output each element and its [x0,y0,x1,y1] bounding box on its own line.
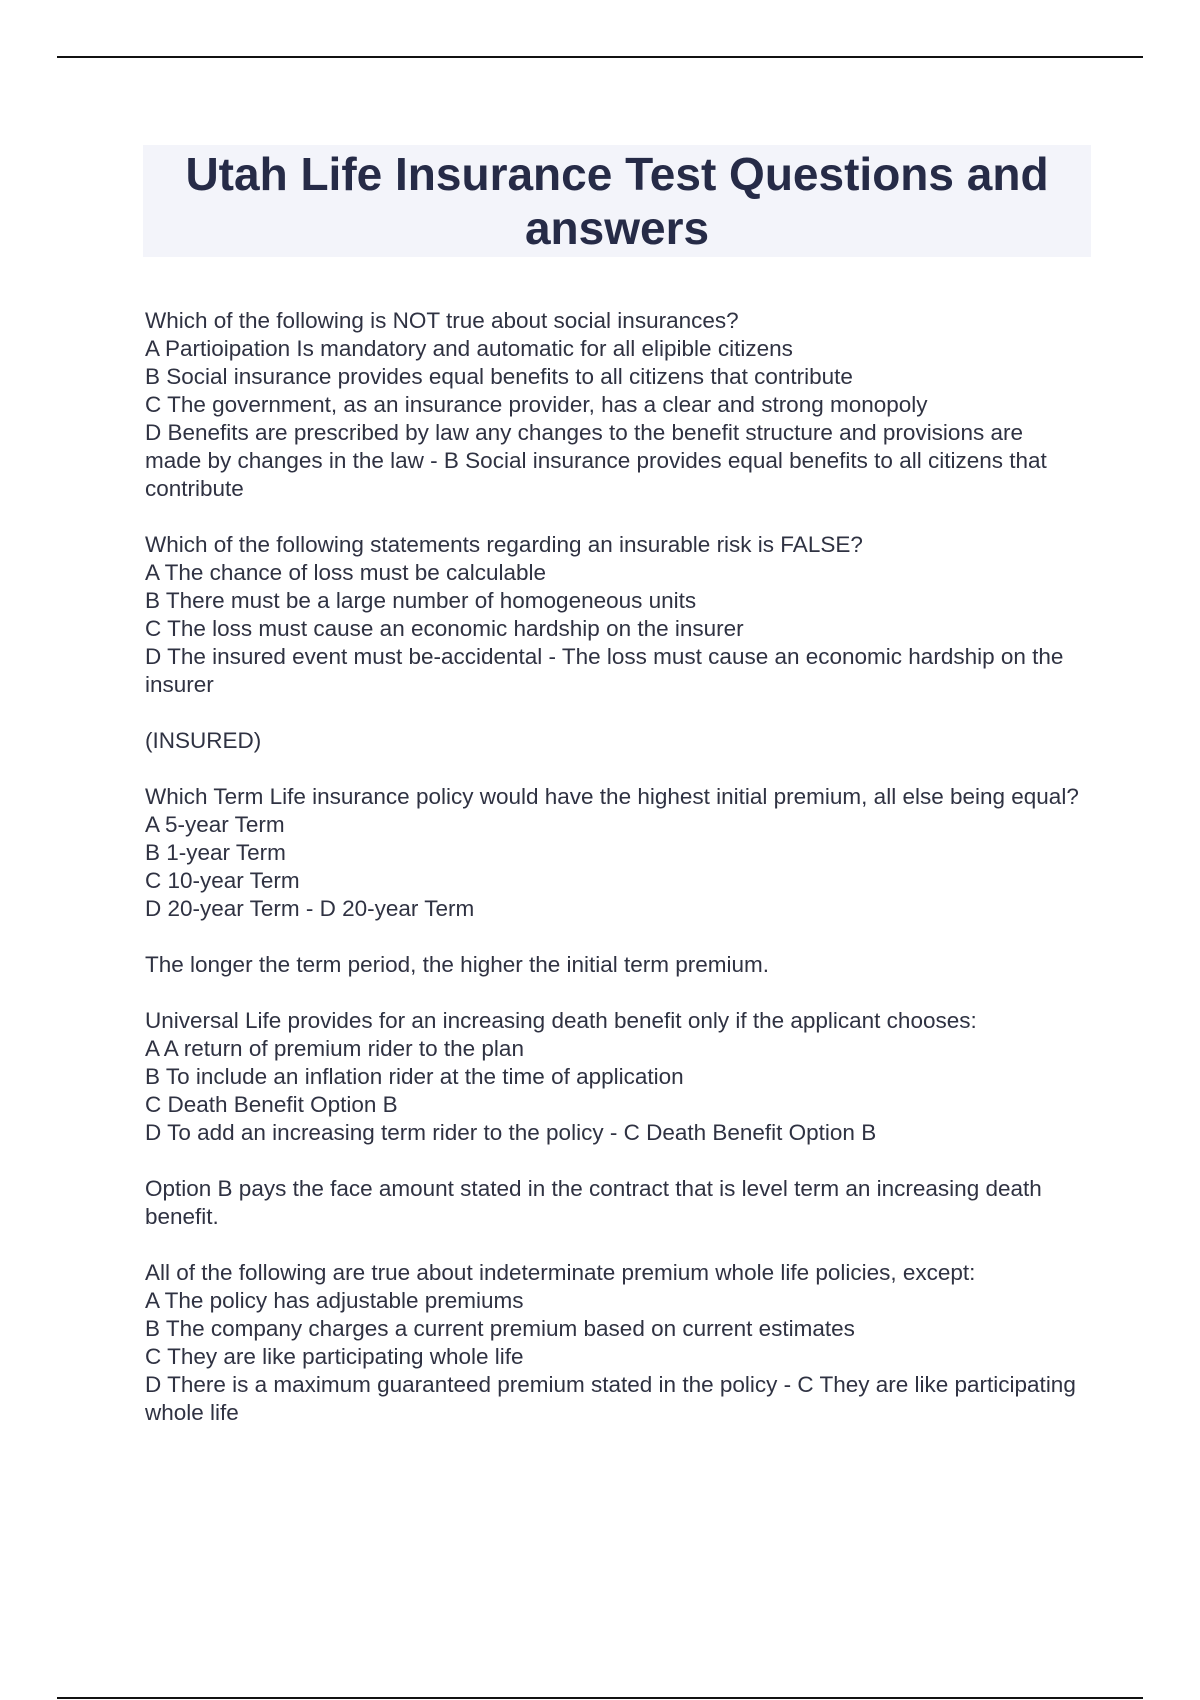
top-rule [57,56,1143,58]
block-line-lead: Option B pays the face amount stated in the contract that is level term an increasing death benefit. [145,1176,1049,1229]
block-line: C 10-year Term [145,868,300,893]
block-line: D To add an increasing term rider to the policy - C Death Benefit Option B [145,1120,877,1145]
block-line-lead: Which Term Life insurance policy would have the highest initial premium, all else being equal? [145,784,1079,809]
block-line: D The insured event must be-accidental - The loss must cause an economic hardship on the insurer [145,644,1070,697]
block-line: B There must be a large number of homogeneous units [145,588,697,613]
block-line-lead: Which of the following is NOT true about social insurances? [145,308,739,333]
block-line: D There is a maximum guaranteed premium stated in the policy - C They are like participating whole life [145,1372,1083,1425]
text-block [145,307,1085,503]
block-line: A Partioipation Is mandatory and automatic for all elipible citizens [145,336,793,361]
block-line: B 1-year Term [145,840,286,865]
block-line: C The loss must cause an economic hardship on the insurer [145,616,744,641]
title-banner [143,145,1091,257]
block-line: C Death Benefit Option B [145,1092,398,1117]
text-block [145,1175,1085,1231]
block-line: B The company charges a current premium based on current estimates [145,1316,855,1341]
document-title: Utah Life Insurance Test Questions and answers [185,148,1049,254]
block-line-lead: All of the following are true about indeterminate premium whole life policies, except: [145,1260,976,1285]
block-line: A The chance of loss must be calculable [145,560,547,585]
block-line: C The government, as an insurance provider, has a clear and strong monopoly [145,392,928,417]
block-line-lead: Which of the following statements regarding an insurable risk is FALSE? [145,532,863,557]
bottom-rule [57,1697,1143,1699]
document-body [145,307,1085,1455]
block-line-lead: Universal Life provides for an increasing death benefit only if the applicant chooses: [145,1008,977,1033]
block-line: D 20-year Term - D 20-year Term [145,896,475,921]
block-line: B To include an inflation rider at the time of application [145,1064,684,1089]
block-line: B Social insurance provides equal benefits to all citizens that contribute [145,364,853,389]
block-line: D Benefits are prescribed by law any changes to the benefit structure and provisions are made by changes in the law - B Social insurance provides equal benefits to all citizens that contribute [145,420,1054,501]
text-block [145,531,1085,699]
block-line: A 5-year Term [145,812,285,837]
block-line: A The policy has adjustable premiums [145,1288,524,1313]
text-block [145,1259,1085,1427]
block-line: C They are like participating whole life [145,1344,524,1369]
block-line-lead: (INSURED) [145,728,262,753]
text-block [145,783,1085,923]
block-line-lead: The longer the term period, the higher the initial term premium. [145,952,770,977]
text-block [145,727,1085,755]
text-block [145,951,1085,979]
text-block [145,1007,1085,1147]
block-line: A A return of premium rider to the plan [145,1036,524,1061]
